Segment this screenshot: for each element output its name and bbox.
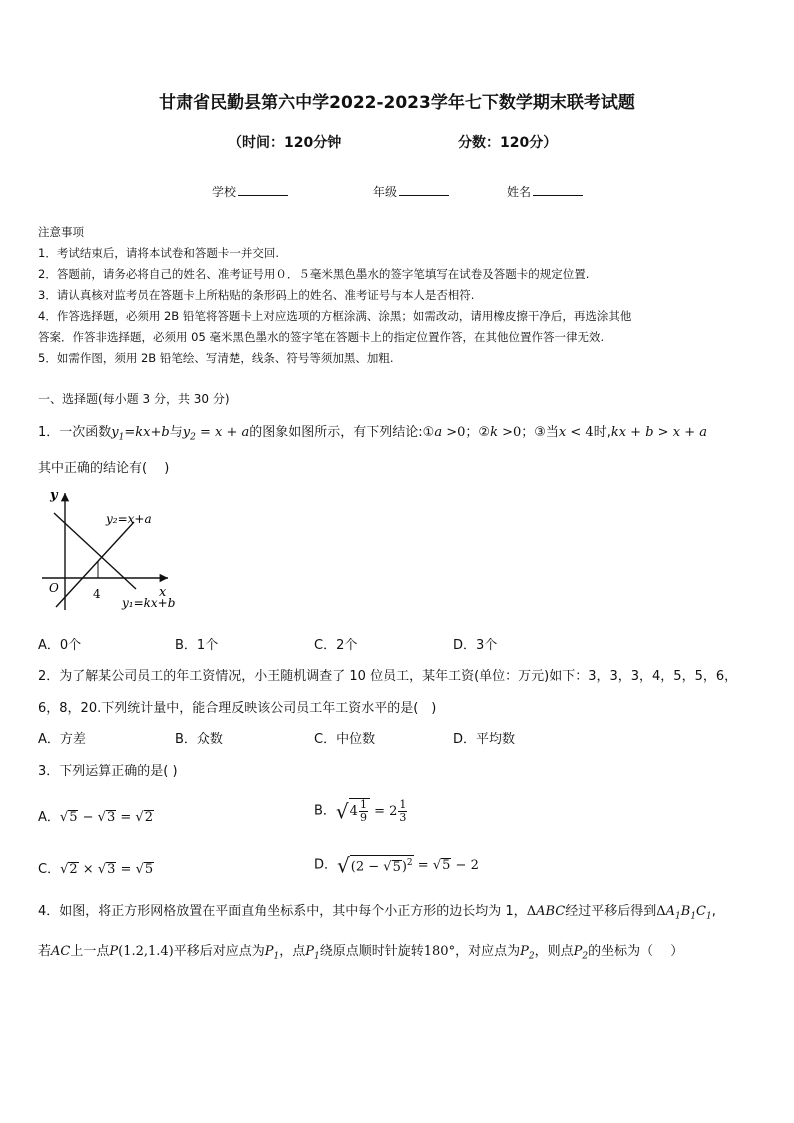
line-y1-label: y₁=kx+b [122, 596, 176, 610]
x-axis-label: x [159, 585, 167, 600]
q2-option-b[interactable]: B．众数 [175, 732, 223, 747]
q4-formula: $P_2$ [573, 944, 589, 962]
q4-formula: AC [51, 944, 71, 959]
q4-stem: 4．如图，将正方形网格放置在平面直角坐标系中，其中每个小正方形的边长均为 1，ΔABC经过平移后得到$\Delta A_1B_1C_1$, [38, 904, 716, 922]
q1-text: 与 [169, 425, 183, 440]
q1-formula: k >0 [490, 425, 522, 440]
q4-text: ，点 [279, 944, 306, 959]
q1-stem [38, 421, 707, 443]
note-item: 4．作答选择题，必须用 2B 铅笔将答题卡上对应选项的方框涂满、涂黑；如需改动，请用橡皮擦干净后，再选涂其他 [38, 309, 632, 323]
q4-formula: $P_1$ [264, 944, 280, 962]
q4-formula: $P_2$ [520, 944, 535, 962]
y-axis-label: y [50, 488, 58, 503]
q4-text: 经过平移后得到 [565, 904, 657, 919]
q3-option-d[interactable]: D．$√(2 - √5)^2 = √5 - 2$ [314, 853, 479, 877]
q1-formula: x < 4 [558, 425, 594, 440]
line-y2-label: y₂=x+a [106, 512, 152, 526]
q4-text: 上一点 [70, 944, 110, 959]
q4-text: 绕原点顺时针旋转 [319, 944, 424, 959]
q4-stem-line2 [38, 940, 683, 962]
grade-blank [399, 185, 449, 196]
q2-stem-line2: 6，8，20.下列统计量中，能合理反映该公司员工年工资水平的是( ) [38, 701, 437, 716]
page-title: 甘肃省民勤县第六中学2022-2023学年七下数学期末联考试题 [159, 93, 635, 113]
option-label: A． [38, 810, 60, 825]
score-label: 分数：120分） [458, 135, 558, 151]
q1-option-d[interactable]: D．3个 [453, 638, 498, 653]
q1-text: ；② [465, 425, 491, 440]
note-item: 5．如需作图，须用 2B 铅笔绘、写清楚，线条、符号等须加黑、加粗. [38, 351, 394, 365]
name-blank [533, 185, 583, 196]
school-field [212, 183, 288, 200]
q3-option-b[interactable]: B．√4 $\frac{1}{9}$ = 2 $\frac{1}{3}$ [314, 797, 407, 824]
q1-formula: $y_2 = x + a$ [182, 425, 250, 443]
q2-option-a[interactable]: A．方差 [38, 732, 86, 747]
q4-formula: P(1.2,1.4) [109, 944, 174, 959]
q1-option-b[interactable]: B．1个 [175, 638, 219, 653]
q4-text: 平移后对应点为 [173, 944, 265, 959]
option-label: C． [38, 862, 61, 877]
q4-formula: $\Delta A_1B_1C_1$ [656, 904, 712, 922]
q3-stem: 3．下列运算正确的是( ) [38, 764, 178, 779]
q1-formula: kx + b > x + a [610, 425, 707, 440]
notes-heading: 注意事项 [38, 225, 84, 239]
note-item: 1．考试结束后，请将本试卷和答题卡一并交回. [38, 246, 279, 260]
q2-stem: 2．为了解某公司员工的年工资情况，小王随机调查了 10 位员工，某年工资(单位：万元)如下：3，3，3，4，5，5，6， [38, 669, 738, 684]
q2-option-c[interactable]: C．中位数 [314, 732, 376, 747]
tick-label: 4 [93, 587, 101, 601]
q4-formula: ΔABC [526, 904, 566, 919]
school-label: 学校 [212, 185, 237, 199]
grade-label: 年级 [373, 185, 398, 199]
origin-label: O [49, 581, 59, 595]
q1-graph [30, 485, 200, 615]
note-item: 答案．作答非选择题，必须用 05 毫米黑色墨水的签字笔在答题卡上的指定位置作答，在其他位置作答一律无效. [38, 330, 605, 344]
note-item: 3．请认真核对监考员在答题卡上所粘贴的条形码上的姓名、准考证号与本人是否相符. [38, 288, 475, 302]
q1-text: 时, [593, 425, 611, 440]
q1-option-c[interactable]: C．2个 [314, 638, 358, 653]
q4-text: 的坐标为（ ） [588, 944, 684, 959]
q1-formula: a >0 [434, 425, 466, 440]
q3-option-c[interactable]: C．√2 × √3 = √5 [38, 862, 154, 877]
name-label: 姓名 [507, 185, 532, 199]
name-field [507, 183, 583, 200]
q4-formula: 180° [423, 944, 456, 959]
q1-text: 的图象如图所示，有下列结论:① [249, 425, 435, 440]
section-heading: 一、选择题(每小题 3 分，共 30 分) [38, 392, 230, 406]
q1-text: ；③当 [521, 425, 559, 440]
q4-text: ，则点 [534, 944, 574, 959]
q1-stem-line2: 其中正确的结论有( ) [38, 461, 170, 476]
q1-text: 1．一次函数 [38, 425, 112, 440]
option-label: D． [314, 857, 338, 873]
q4-text: 4．如图，将正方形网格放置在平面直角坐标系中，其中每个小正方形的边长均为 1， [38, 904, 527, 919]
q1-formula: $y_1=kx+b$ [111, 425, 170, 443]
q3-option-a[interactable]: A．√5 − √3 = √2 [38, 810, 153, 825]
q2-option-d[interactable]: D．平均数 [453, 732, 516, 747]
q4-text: ，对应点为 [455, 944, 521, 959]
q4-text: 若 [38, 944, 52, 959]
notes-block [38, 222, 758, 369]
q1-option-a[interactable]: A．0个 [38, 638, 82, 653]
time-label: （时间：120分钟 [228, 135, 342, 151]
note-item: 2．答题前，请务必将自己的姓名、准考证号用０．５毫米黑色墨水的签字笔填写在试卷及答题卡的规定位置. [38, 267, 590, 281]
option-label: B． [314, 803, 336, 819]
q4-formula: $P_1$ [305, 944, 320, 962]
school-blank [238, 185, 288, 196]
grade-field [373, 183, 449, 200]
